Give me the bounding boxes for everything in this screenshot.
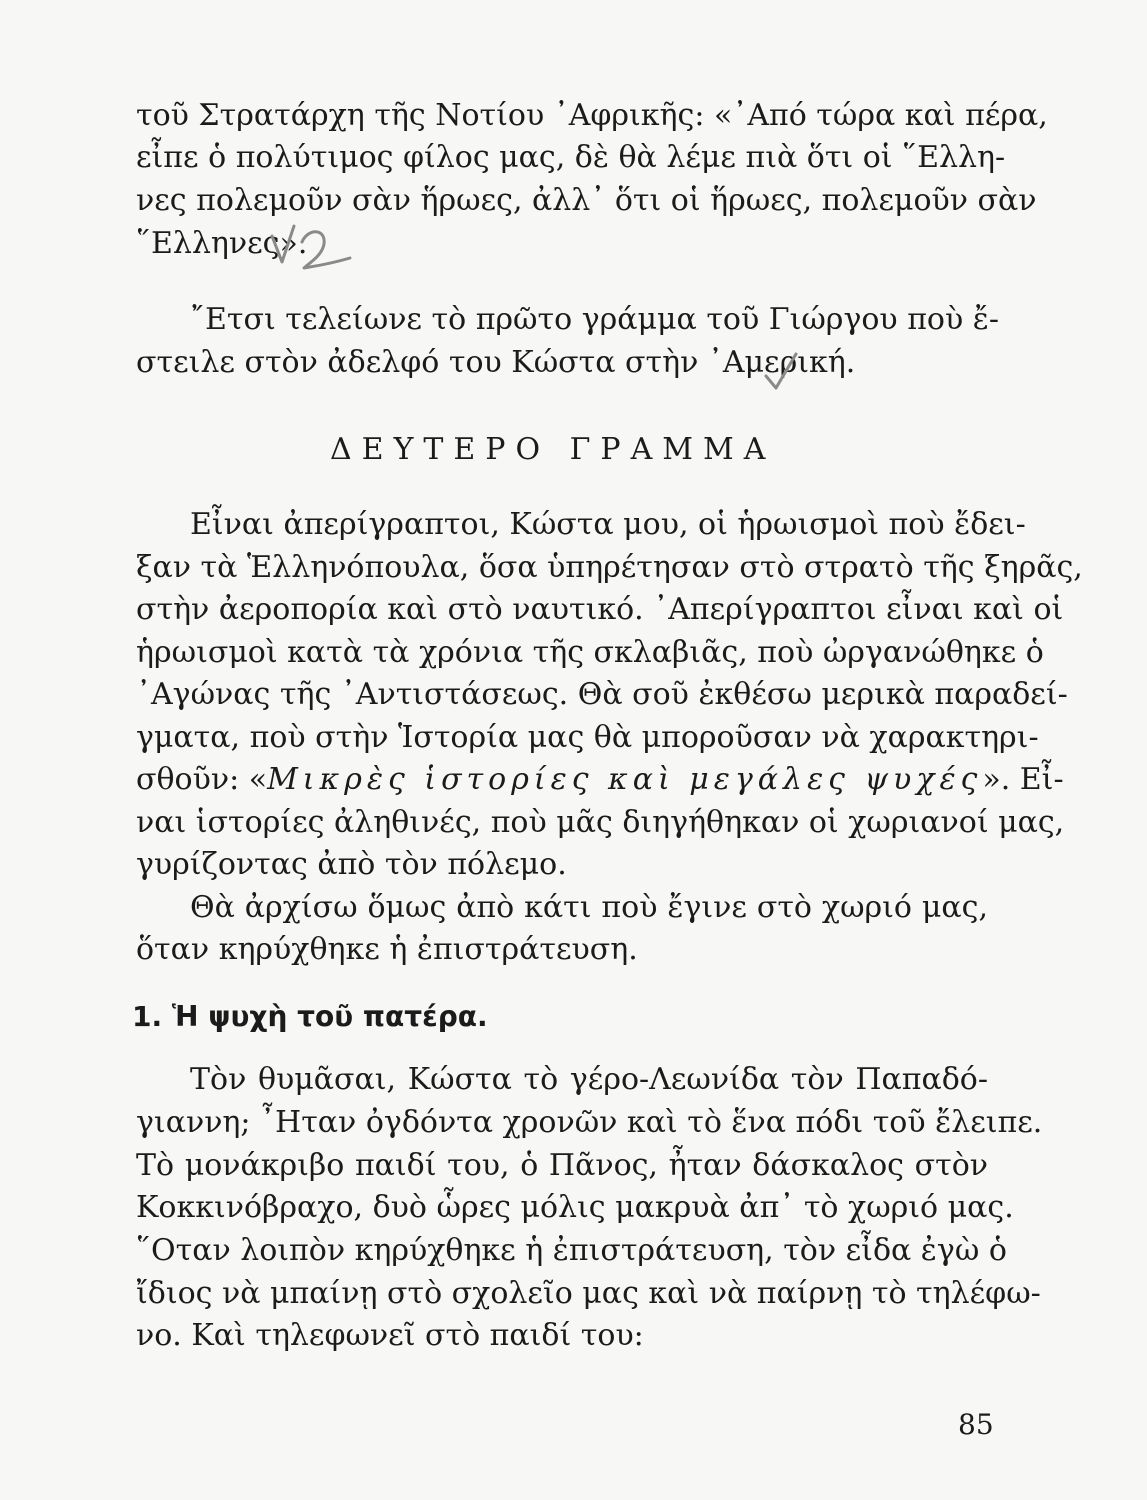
paragraph-5-line-5: ῞Οταν λοιπὸν κηρύχθηκε ἡ ἐπιστράτευση, τὸν εἶδα ἐγὼ ὁ xyxy=(136,1233,1007,1268)
chapter-heading: ΔΕΥΤΕΡΟ ΓΡΑΜΜΑ xyxy=(330,432,776,467)
paragraph-3-line-5: ᾿Αγώνας τῆς ᾿Αντιστάσεως. Θὰ σοῦ ἐκθέσω μερικὰ παραδεί- xyxy=(136,677,1068,712)
paragraph-3-line-1: Εἶναι ἀπερίγραπτοι, Κώστα μου, οἱ ἡρωισμοὶ ποὺ ἔδει- xyxy=(190,507,1026,542)
paragraph-5-line-1: Τὸν θυμᾶσαι, Κώστα τὸ γέρο-Λεωνίδα τὸν Παπαδό- xyxy=(190,1062,988,1097)
paragraph-1-line-1: τοῦ Στρατάρχη τῆς Νοτίου ᾿Αφρικῆς: «᾿Από τώρα καὶ πέρα, xyxy=(136,98,1048,133)
paragraph-3-line-9: γυρίζοντας ἀπὸ τὸν πόλεμο. xyxy=(136,847,567,882)
paragraph-5-line-2: γιαννη; ῏Ηταν ὀγδόντα χρονῶν καὶ τὸ ἕνα πόδι τοῦ ἔλειπε. xyxy=(136,1105,1043,1140)
paragraph-3-line-2: ξαν τὰ Ἑλληνόπουλα, ὅσα ὑπηρέτησαν στὸ στρατὸ τῆς ξηρᾶς, xyxy=(136,550,1083,585)
paragraph-3-line-7 xyxy=(136,762,1064,798)
paragraph-4-line-1: Θὰ ἀρχίσω ὅμως ἀπὸ κάτι ποὺ ἔγινε στὸ χωριό μας, xyxy=(190,890,988,925)
page-number: 85 xyxy=(958,1408,994,1441)
paragraph-2-line-1: ῎Ετσι τελείωνε τὸ πρῶτο γράμμα τοῦ Γιώργου ποὺ ἔ- xyxy=(190,302,999,337)
spaced-title-phrase: Μικρὲς ἱστορίες καὶ μεγάλες ψυχές xyxy=(267,762,983,797)
line-7-start: σθοῦν: « xyxy=(136,762,268,797)
paragraph-5-line-4: Κοκκινόβραχο, δυὸ ὧρες μόλις μακρυὰ ἀπ᾿ τὸ χωριό μας. xyxy=(136,1190,1014,1225)
paragraph-1-line-2: εἶπε ὁ πολύτιμος φίλος μας, δὲ θὰ λέμε πιὰ ὅτι οἱ ῞Ελλη- xyxy=(136,140,1006,175)
paragraph-1-line-4: ῞Ελληνες». xyxy=(136,226,308,261)
paragraph-3-line-3: στὴν ἀεροπορία καὶ στὸ ναυτικό. ᾿Απερίγραπτοι εἶναι καὶ οἱ xyxy=(136,592,1064,627)
paragraph-5-line-6: ἴδιος νὰ μπαίνῃ στὸ σχολεῖο μας καὶ νὰ παίρνῃ τὸ τηλέφω- xyxy=(136,1276,1041,1311)
paragraph-2-line-2: στειλε στὸν ἀδελφό του Κώστα στὴν ᾿Αμερική. xyxy=(136,345,856,380)
paragraph-3-line-6: γματα, ποὺ στὴν Ἱστορία μας θὰ μποροῦσαν νὰ χαρακτηρι- xyxy=(136,720,1039,755)
paragraph-4-line-2: ὅταν κηρύχθηκε ἡ ἐπιστράτευση. xyxy=(136,932,638,967)
paragraph-5-line-3: Τὸ μονάκριβο παιδί του, ὁ Πᾶνος, ἦταν δάσκαλος στὸν xyxy=(136,1148,988,1183)
section-title: 1. Ἡ ψυχὴ τοῦ πατέρα. xyxy=(132,1000,488,1033)
paragraph-3-line-4: ἡρωισμοὶ κατὰ τὰ χρόνια τῆς σκλαβιᾶς, ποὺ ὠργανώθηκε ὁ xyxy=(136,635,1044,670)
paragraph-5-line-7: νο. Καὶ τηλεφωνεῖ στὸ παιδί του: xyxy=(136,1318,644,1353)
line-7-end: ». Εἶ- xyxy=(982,762,1064,797)
paragraph-3-line-8: ναι ἱστορίες ἀληθινές, ποὺ μᾶς διηγήθηκαν οἱ χωριανοί μας, xyxy=(136,805,1065,840)
paragraph-1-line-3: νες πολεμοῦν σὰν ἥρωες, ἀλλ᾿ ὅτι οἱ ἥρωες, πολεμοῦν σὰν xyxy=(136,183,1037,218)
